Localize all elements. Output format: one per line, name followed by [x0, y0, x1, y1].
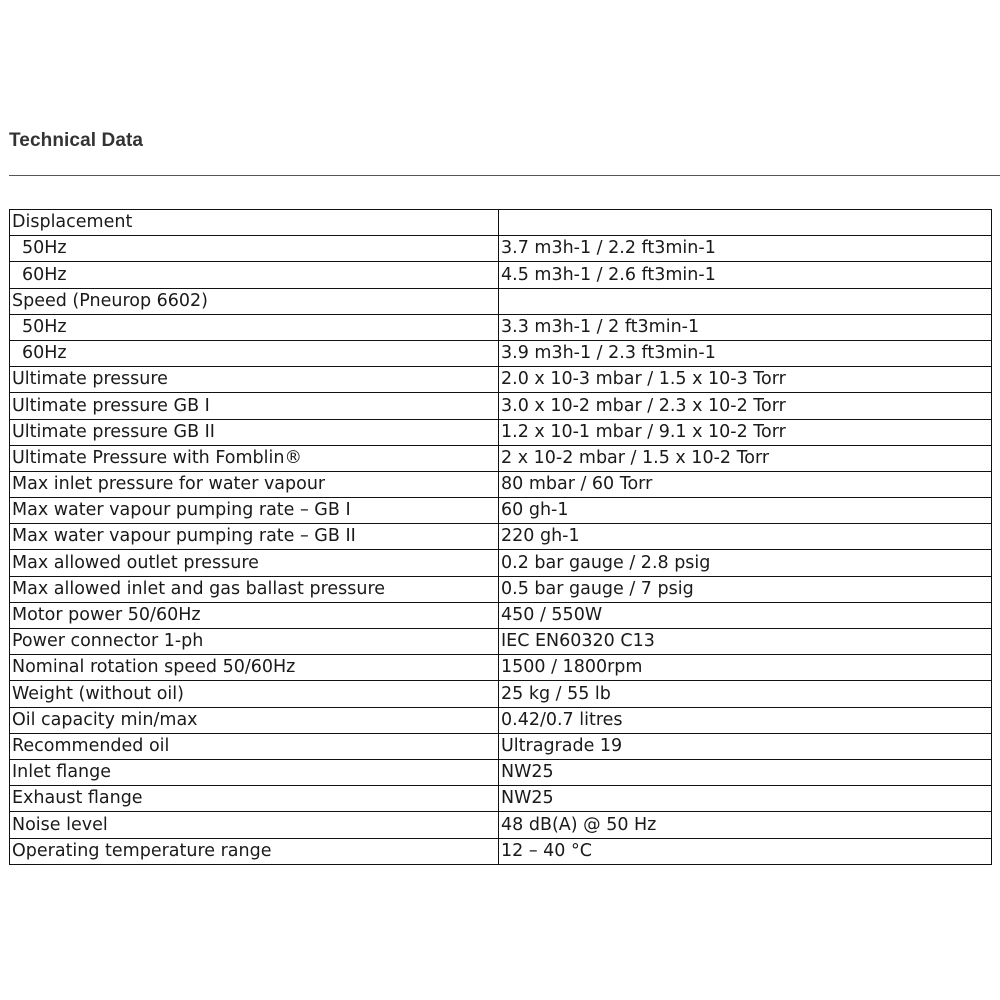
parameter-label: Exhaust flange — [10, 786, 499, 812]
table-row — [10, 288, 992, 314]
table-row — [10, 445, 992, 471]
parameter-label: 50Hz — [10, 236, 499, 262]
parameter-label: Inlet flange — [10, 759, 499, 785]
parameter-label: Noise level — [10, 812, 499, 838]
parameter-value: NW25 — [499, 759, 992, 785]
table-row — [10, 393, 992, 419]
table-row — [10, 681, 992, 707]
parameter-value: 0.2 bar gauge / 2.8 psig — [499, 550, 992, 576]
parameter-value: 3.9 m3h-1 / 2.3 ft3min-1 — [499, 340, 992, 366]
table-row — [10, 812, 992, 838]
parameter-value: 220 gh-1 — [499, 524, 992, 550]
parameter-label: Speed (Pneurop 6602) — [10, 288, 499, 314]
parameter-label: Ultimate pressure — [10, 367, 499, 393]
parameter-label: Ultimate Pressure with Fomblin® — [10, 445, 499, 471]
parameter-value — [499, 210, 992, 236]
parameter-label: Displacement — [10, 210, 499, 236]
parameter-label: Ultimate pressure GB II — [10, 419, 499, 445]
parameter-value: 3.7 m3h-1 / 2.2 ft3min-1 — [499, 236, 992, 262]
parameter-value: IEC EN60320 C13 — [499, 629, 992, 655]
table-row — [10, 419, 992, 445]
table-row — [10, 550, 992, 576]
table-row — [10, 838, 992, 864]
parameter-value: 450 / 550W — [499, 602, 992, 628]
parameter-label: Motor power 50/60Hz — [10, 602, 499, 628]
table-row — [10, 524, 992, 550]
parameter-label: Weight (without oil) — [10, 681, 499, 707]
table-row — [10, 655, 992, 681]
parameter-value: 80 mbar / 60 Torr — [499, 471, 992, 497]
parameter-value: 4.5 m3h-1 / 2.6 ft3min-1 — [499, 262, 992, 288]
table-row — [10, 707, 992, 733]
parameter-label: Max allowed outlet pressure — [10, 550, 499, 576]
table-row — [10, 340, 992, 366]
parameter-label: Oil capacity min/max — [10, 707, 499, 733]
technical-data-body — [10, 210, 992, 865]
parameter-label: Max inlet pressure for water vapour — [10, 471, 499, 497]
parameter-value — [499, 288, 992, 314]
parameter-label: Max water vapour pumping rate – GB II — [10, 524, 499, 550]
table-row — [10, 733, 992, 759]
parameter-value: NW25 — [499, 786, 992, 812]
table-row — [10, 498, 992, 524]
technical-data-table — [9, 209, 992, 865]
parameter-value: 12 – 40 °C — [499, 838, 992, 864]
table-row — [10, 314, 992, 340]
parameter-value: 3.3 m3h-1 / 2 ft3min-1 — [499, 314, 992, 340]
table-row — [10, 576, 992, 602]
table-row — [10, 759, 992, 785]
parameter-label: Recommended oil — [10, 733, 499, 759]
parameter-value: 0.5 bar gauge / 7 psig — [499, 576, 992, 602]
table-row — [10, 471, 992, 497]
table-row — [10, 367, 992, 393]
title-divider — [9, 175, 1000, 176]
parameter-label: 60Hz — [10, 262, 499, 288]
parameter-value: 48 dB(A) @ 50 Hz — [499, 812, 992, 838]
parameter-label: 60Hz — [10, 340, 499, 366]
table-row — [10, 210, 992, 236]
table-row — [10, 236, 992, 262]
parameter-label: Max allowed inlet and gas ballast pressure — [10, 576, 499, 602]
parameter-value: 25 kg / 55 lb — [499, 681, 992, 707]
parameter-value: 2.0 x 10-3 mbar / 1.5 x 10-3 Torr — [499, 367, 992, 393]
parameter-label: Nominal rotation speed 50/60Hz — [10, 655, 499, 681]
parameter-label: Ultimate pressure GB I — [10, 393, 499, 419]
parameter-label: Operating temperature range — [10, 838, 499, 864]
parameter-value: 60 gh-1 — [499, 498, 992, 524]
parameter-value: 0.42/0.7 litres — [499, 707, 992, 733]
table-row — [10, 262, 992, 288]
parameter-value: 3.0 x 10-2 mbar / 2.3 x 10-2 Torr — [499, 393, 992, 419]
table-row — [10, 629, 992, 655]
table-row — [10, 786, 992, 812]
parameter-label: 50Hz — [10, 314, 499, 340]
parameter-label: Power connector 1-ph — [10, 629, 499, 655]
parameter-value: 1500 / 1800rpm — [499, 655, 992, 681]
table-row — [10, 602, 992, 628]
parameter-label: Max water vapour pumping rate – GB I — [10, 498, 499, 524]
parameter-value: Ultragrade 19 — [499, 733, 992, 759]
page-title: Technical Data — [9, 130, 144, 151]
parameter-value: 1.2 x 10-1 mbar / 9.1 x 10-2 Torr — [499, 419, 992, 445]
parameter-value: 2 x 10-2 mbar / 1.5 x 10-2 Torr — [499, 445, 992, 471]
